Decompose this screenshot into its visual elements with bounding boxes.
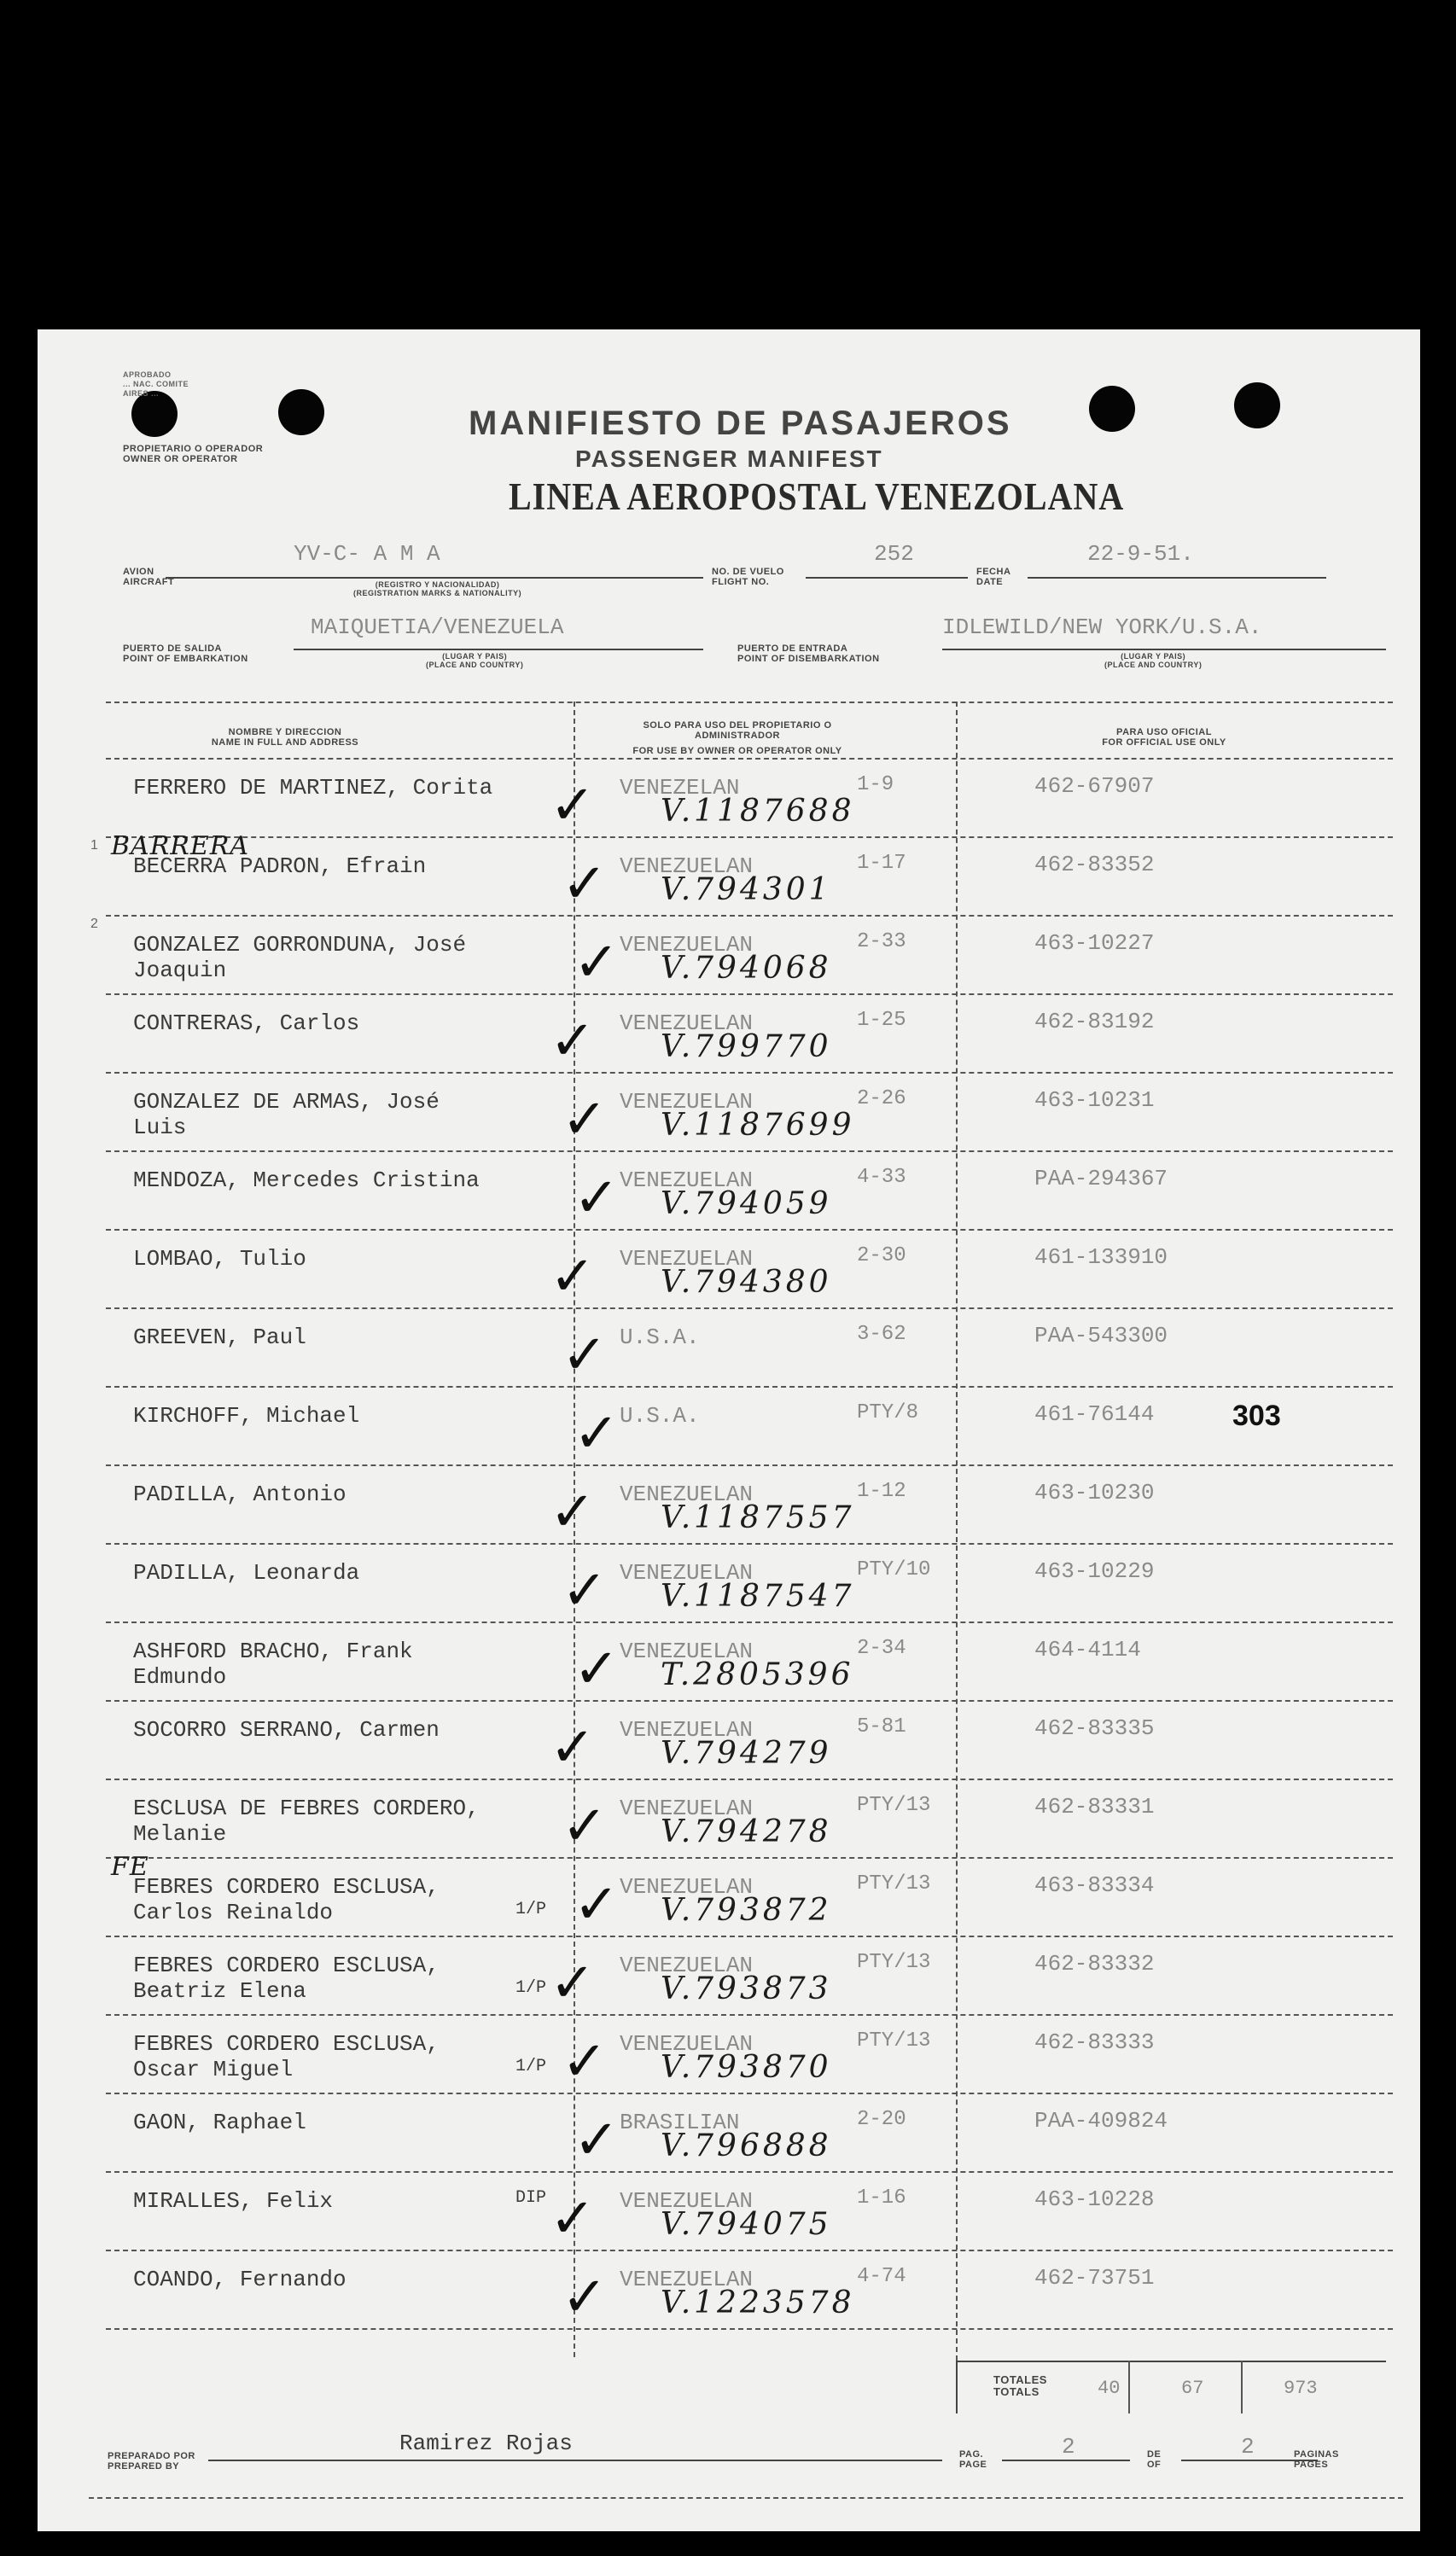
- age-code: 4-74: [857, 2265, 906, 2288]
- rule: [294, 649, 703, 650]
- divider: [1241, 2361, 1243, 2413]
- age-code: 1-16: [857, 2186, 906, 2210]
- row-rule: [106, 2171, 1393, 2173]
- official-number: 461-76144: [1034, 1401, 1155, 1427]
- nationality: VENEZUELAN: [620, 1089, 754, 1115]
- rule: [942, 649, 1386, 650]
- date-label: FECHA DATE: [976, 567, 1011, 587]
- passenger-name: COANDO, Fernando: [133, 2267, 347, 2292]
- row-rule: [106, 1307, 1393, 1309]
- official-number: 462-67907: [1034, 773, 1155, 799]
- nationality: VENEZUELAN: [620, 2188, 754, 2214]
- document-number: V.793872: [661, 1893, 832, 1928]
- check-mark-icon: ✓: [574, 1402, 620, 1465]
- official-number: 461-133910: [1034, 1244, 1168, 1270]
- official-number: 462-83331: [1034, 1794, 1155, 1819]
- handwritten-note: BARRERA: [111, 831, 250, 861]
- table-row: [38, 1787, 1420, 1866]
- check-mark-icon: ✓: [550, 1010, 596, 1073]
- row-rule: [106, 1700, 1393, 1702]
- check-mark-icon: ✓: [574, 1167, 620, 1230]
- prepared-by-value: Ramirez Rojas: [399, 2431, 573, 2456]
- page-label: PAG. PAGE: [959, 2449, 987, 2470]
- row-rule: [106, 1857, 1393, 1859]
- row-rule: [106, 2328, 1393, 2330]
- punch-hole: [1234, 382, 1280, 428]
- passenger-name: FERRERO DE MARTINEZ, Corita: [133, 775, 493, 801]
- passenger-name-cont: Beatriz Elena: [133, 1978, 306, 2004]
- official-number: 463-10229: [1034, 1558, 1155, 1584]
- official-number: 462-83332: [1034, 1951, 1155, 1977]
- table-top-rule: [106, 702, 1393, 703]
- table-row: [38, 1709, 1420, 1787]
- passenger-name: LOMBAO, Tulio: [133, 1246, 306, 1272]
- row-rule: [106, 1072, 1393, 1074]
- nationality: VENEZUELAN: [620, 1796, 754, 1821]
- row-rule: [106, 1543, 1393, 1545]
- nationality: VENEZUELAN: [620, 1167, 754, 1193]
- row-rule: [106, 1464, 1393, 1466]
- document-number: V.1223578: [661, 2285, 855, 2320]
- document-number: V.1187557: [661, 1500, 855, 1535]
- row-rule: [106, 836, 1393, 838]
- title-spanish: MANIFIESTO DE PASAJEROS: [469, 405, 1012, 442]
- age-code: 4-33: [857, 1166, 906, 1189]
- row-rule: [106, 993, 1393, 995]
- nationality: VENEZUELAN: [620, 2267, 754, 2292]
- nationality: VENEZUELAN: [620, 2031, 754, 2057]
- official-number: PAA-543300: [1034, 1323, 1168, 1348]
- rule: [208, 2460, 942, 2461]
- age-code: 2-26: [857, 1087, 906, 1110]
- age-code: PTY/13: [857, 1951, 931, 1974]
- of-value: 2: [1241, 2434, 1255, 2460]
- row-rule: [106, 1386, 1393, 1388]
- passenger-name: ASHFORD BRACHO, Frank: [133, 1639, 413, 1664]
- document-number: V.794068: [661, 951, 832, 986]
- passenger-name: MIRALLES, Felix: [133, 2188, 334, 2214]
- header-name: NOMBRE Y DIRECCION NAME IN FULL AND ADDRESS: [211, 727, 359, 748]
- totals-value-3: 973: [1284, 2378, 1318, 2399]
- age-code: 3-62: [857, 1323, 906, 1346]
- official-number: 462-83192: [1034, 1009, 1155, 1034]
- check-mark-icon: ✓: [562, 2266, 608, 2329]
- row-rule: [106, 1622, 1393, 1623]
- nationality: VENEZUELAN: [620, 1639, 754, 1664]
- passenger-name: MENDOZA, Mercedes Cristina: [133, 1167, 480, 1193]
- check-mark-icon: ✓: [562, 2030, 608, 2093]
- table-row: [38, 917, 1420, 1002]
- passenger-name-cont: Oscar Miguel: [133, 2057, 294, 2082]
- document-number: V.794075: [661, 2207, 832, 2242]
- official-number: 462-83335: [1034, 1715, 1155, 1741]
- flight-no-label: NO. DE VUELO FLIGHT NO.: [712, 567, 784, 587]
- passenger-name: FEBRES CORDERO ESCLUSA,: [133, 1874, 440, 1900]
- embark-label: PUERTO DE SALIDA POINT OF EMBARKATION: [123, 643, 248, 664]
- document-number: V.794279: [661, 1736, 832, 1771]
- age-code: 1-9: [857, 773, 894, 796]
- official-number: PAA-294367: [1034, 1166, 1168, 1191]
- table-row: [38, 2023, 1420, 2101]
- approval-block: APROBADO ... NAC. COMITE AIRES ...: [123, 370, 189, 398]
- row-mark: 1/P: [515, 1900, 547, 1919]
- row-rule: [106, 1936, 1393, 1937]
- official-number: 462-83333: [1034, 2029, 1155, 2055]
- row-rule: [106, 915, 1393, 917]
- rule: [166, 577, 703, 579]
- table-row: [38, 1944, 1420, 2023]
- embark-value: MAIQUETIA/VENEZUELA: [311, 614, 564, 640]
- passenger-name-cont: Luis: [133, 1115, 187, 1140]
- passenger-name: PADILLA, Leonarda: [133, 1560, 360, 1586]
- airline-name: LINEA AEROPOSTAL VENEZOLANA: [509, 474, 1125, 519]
- row-rule: [106, 758, 1393, 760]
- registry-label: (REGISTRO Y NACIONALIDAD) (REGISTRATION MARKS & NATIONALITY): [353, 580, 522, 597]
- document-number: V.1187699: [661, 1108, 855, 1143]
- official-number: 463-10228: [1034, 2186, 1155, 2212]
- passenger-name: KIRCHOFF, Michael: [133, 1403, 360, 1429]
- page-value: 2: [1062, 2434, 1075, 2460]
- row-mark: 1/P: [515, 2057, 547, 2076]
- table-row: [38, 1002, 1420, 1080]
- age-code: 1-17: [857, 852, 906, 875]
- age-code: 2-33: [857, 930, 906, 953]
- document-number: T.2805396: [661, 1657, 854, 1692]
- totals-value-1: 40: [1098, 2378, 1121, 2399]
- passenger-name-cont: Edmundo: [133, 1664, 227, 1690]
- age-code: 2-20: [857, 2108, 906, 2131]
- official-number: 463-10230: [1034, 1480, 1155, 1505]
- disembark-value: IDLEWILD/NEW YORK/U.S.A.: [942, 614, 1262, 640]
- header-owner: SOLO PARA USO DEL PROPIETARIO O ADMINISTRADOR FOR USE BY OWNER OR OPERATOR ONLY: [632, 720, 842, 756]
- flight-no-value: 252: [874, 541, 914, 567]
- owner-label: PROPIETARIO O OPERADOR OWNER OR OPERATOR: [123, 444, 264, 464]
- document-number: V.794380: [661, 1265, 832, 1300]
- nationality: VENEZUELAN: [620, 1717, 754, 1743]
- official-number: 464-4114: [1034, 1637, 1141, 1662]
- table-row: [38, 1080, 1420, 1159]
- passenger-name: PADILLA, Antonio: [133, 1482, 347, 1507]
- table-row: [38, 1473, 1420, 1552]
- nationality: VENEZUELAN: [620, 932, 754, 958]
- passenger-name: FEBRES CORDERO ESCLUSA,: [133, 1953, 440, 1978]
- age-code: 2-34: [857, 1637, 906, 1660]
- row-rule: [106, 1779, 1393, 1780]
- manifest-sheet: [38, 329, 1420, 2531]
- check-mark-icon: ✓: [574, 931, 620, 994]
- passenger-name: SOCORRO SERRANO, Carmen: [133, 1717, 440, 1743]
- check-mark-icon: ✓: [574, 1638, 620, 1701]
- nationality: VENEZUELAN: [620, 853, 754, 879]
- nationality: VENEZUELAN: [620, 1874, 754, 1900]
- table-row: [38, 831, 1420, 923]
- official-number: 463-10231: [1034, 1087, 1155, 1113]
- passenger-name: CONTRERAS, Carlos: [133, 1010, 360, 1036]
- table-row: [38, 1237, 1420, 1316]
- title-english: PASSENGER MANIFEST: [575, 445, 883, 472]
- passenger-name-cont: Joaquin: [133, 958, 227, 983]
- embark-place-label: (LUGAR Y PAIS) (PLACE AND COUNTRY): [426, 652, 524, 669]
- table-row: [38, 1630, 1420, 1709]
- document-number: V.794278: [661, 1814, 832, 1849]
- disembark-label: PUERTO DE ENTRADA POINT OF DISEMBARKATION: [737, 643, 880, 664]
- age-code: 1-25: [857, 1009, 906, 1032]
- passenger-name: GONZALEZ GORRONDUNA, José: [133, 932, 467, 958]
- passenger-name: GONZALEZ DE ARMAS, José: [133, 1089, 440, 1115]
- check-mark-icon: ✓: [562, 1088, 608, 1151]
- table-row: [38, 1852, 1420, 1944]
- rule: [1002, 2460, 1130, 2461]
- document-number: V.796888: [661, 2128, 832, 2163]
- nationality: U.S.A.: [620, 1403, 700, 1429]
- table-row: [38, 2180, 1420, 2258]
- handwritten-note: FE: [111, 1852, 149, 1882]
- age-code: PTY/13: [857, 1872, 931, 1895]
- document-number: V.793870: [661, 2050, 832, 2085]
- document-number: V.799770: [661, 1029, 832, 1064]
- age-code: PTY/13: [857, 2029, 931, 2052]
- passenger-name-cont: Carlos Reinaldo: [133, 1900, 334, 1925]
- official-number: 462-83352: [1034, 852, 1155, 877]
- row-number: 2: [90, 917, 98, 931]
- pages-label: PAGINAS PAGES: [1294, 2449, 1339, 2470]
- nationality: VENEZUELAN: [620, 1560, 754, 1586]
- date-value: 22-9-51.: [1087, 541, 1194, 567]
- table-row: [38, 1316, 1420, 1394]
- aircraft-value: YV-C- A M A: [294, 541, 440, 567]
- nationality: VENEZUELAN: [620, 1482, 754, 1507]
- official-number: 463-83334: [1034, 1872, 1155, 1898]
- check-mark-icon: ✓: [562, 1559, 608, 1622]
- row-number: 1: [90, 838, 98, 853]
- document-number: V.1187547: [661, 1579, 855, 1614]
- rule: [806, 577, 968, 579]
- age-code: PTY/10: [857, 1558, 931, 1581]
- nationality: BRASILIAN: [620, 2110, 740, 2135]
- check-mark-icon: ✓: [562, 1324, 608, 1387]
- nationality: VENEZUELAN: [620, 1246, 754, 1272]
- nationality: VENEZUELAN: [620, 1010, 754, 1036]
- document-number: V.1187688: [661, 794, 855, 829]
- age-code: 2-30: [857, 1244, 906, 1267]
- document-number: V.794059: [661, 1186, 832, 1221]
- nationality: U.S.A.: [620, 1325, 700, 1350]
- totals-label: TOTALES TOTALS: [993, 2373, 1047, 2398]
- document-number: V.793873: [661, 1971, 832, 2006]
- check-mark-icon: ✓: [550, 1716, 596, 1779]
- row-rule: [106, 1150, 1393, 1152]
- nationality: VENEZUELAN: [620, 1953, 754, 1978]
- check-mark-icon: ✓: [550, 1481, 596, 1544]
- row-mark: DIP: [515, 2188, 547, 2208]
- row-mark: 1/P: [515, 1978, 547, 1998]
- official-number: 463-10227: [1034, 930, 1155, 956]
- age-code: PTY/13: [857, 1794, 931, 1817]
- check-mark-icon: ✓: [574, 1873, 620, 1936]
- header-official: PARA USO OFICIAL FOR OFFICIAL USE ONLY: [1102, 727, 1226, 748]
- check-mark-icon: ✓: [550, 1245, 596, 1308]
- age-code: PTY/8: [857, 1401, 919, 1424]
- table-row: [38, 1394, 1420, 1473]
- of-label: DE OF: [1147, 2449, 1162, 2470]
- nationality: VENEZELAN: [620, 775, 740, 801]
- check-mark-icon: ✓: [550, 2187, 596, 2250]
- passenger-name-cont: Melanie: [133, 1821, 227, 1847]
- totals-value-2: 67: [1181, 2378, 1204, 2399]
- row-rule: [106, 2093, 1393, 2094]
- row-rule: [106, 2250, 1393, 2251]
- check-mark-icon: ✓: [550, 1952, 596, 2015]
- prepared-by-label: PREPARADO POR PREPARED BY: [108, 2451, 195, 2472]
- row-rule: [106, 2014, 1393, 2016]
- table-row: [38, 1159, 1420, 1237]
- row-rule: [106, 1229, 1393, 1231]
- document-number: V.794301: [661, 872, 832, 907]
- check-mark-icon: ✓: [550, 774, 596, 837]
- passenger-name: GREEVEN, Paul: [133, 1325, 306, 1350]
- table-row: [38, 2258, 1420, 2337]
- check-mark-icon: ✓: [562, 853, 608, 916]
- official-number: 462-73751: [1034, 2265, 1155, 2291]
- check-mark-icon: ✓: [562, 1795, 608, 1858]
- bottom-rule: [89, 2497, 1403, 2499]
- punch-hole: [278, 389, 324, 435]
- passenger-name: ESCLUSA DE FEBRES CORDERO,: [133, 1796, 480, 1821]
- punch-hole: [1089, 386, 1135, 432]
- row-mark: 303: [1232, 1400, 1281, 1432]
- check-mark-icon: ✓: [574, 2109, 620, 2172]
- passenger-name: BECERRA PADRON, Efrain: [133, 853, 427, 879]
- table-row: [38, 2101, 1420, 2180]
- aircraft-label: AVION AIRCRAFT: [123, 567, 175, 587]
- disembark-place-label: (LUGAR Y PAIS) (PLACE AND COUNTRY): [1104, 652, 1203, 669]
- rule: [1028, 577, 1326, 579]
- official-number: PAA-409824: [1034, 2108, 1168, 2134]
- table-row: [38, 1552, 1420, 1630]
- passenger-name: GAON, Raphael: [133, 2110, 306, 2135]
- divider: [1128, 2361, 1130, 2413]
- passenger-name: FEBRES CORDERO ESCLUSA,: [133, 2031, 440, 2057]
- age-code: 5-81: [857, 1715, 906, 1738]
- age-code: 1-12: [857, 1480, 906, 1503]
